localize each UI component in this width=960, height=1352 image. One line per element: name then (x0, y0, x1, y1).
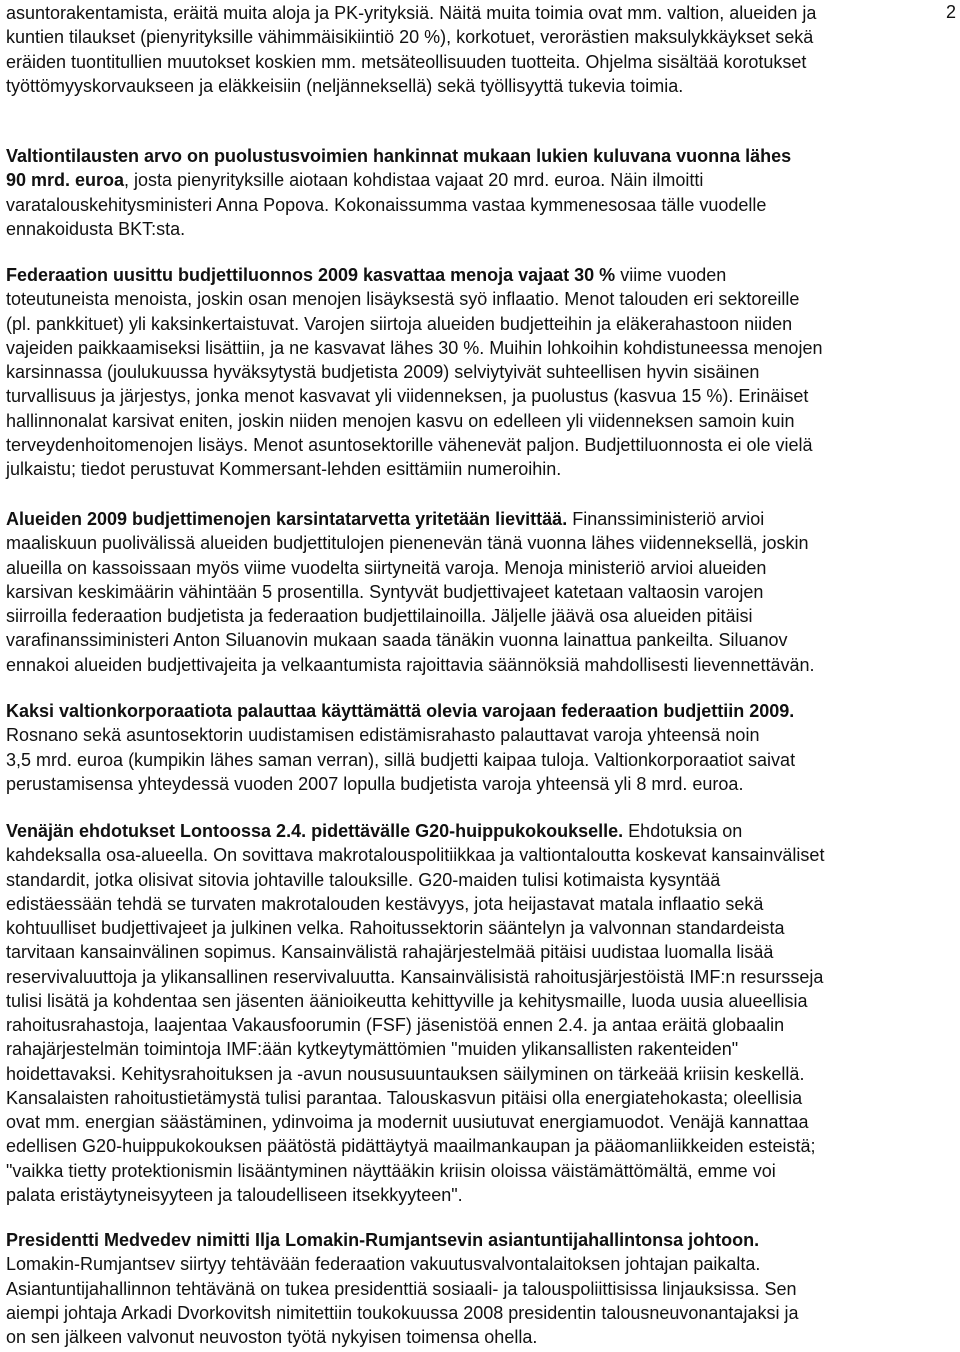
paragraph-body: viime vuoden toteutuneista menoista, joskin osan menojen lisäyksestä syö inflaatio. Menot talouden eri sektoreille (pl. pankkituet) yli kaksinkertaistuvat. Varojen siirtoja alueiden budjetteihin ja eläkerahastoon niiden vajeiden paikkaamiseksi lisättiin, ja ne kasvavat lähes 30 %. Muihin lohkoihin kohdistuneessa menojen karsinnassa (joulukuussa hyväksytystä budjetista 2009) selviytyivät suhteellisen hyvin sisäinen turvallisuus ja järjestys, jonka menot kasvavat yli viidenneksen, ja puolustus (kasvua 15 %). Erinäiset hallinnonalat karsivat eniten, joskin niiden menojen kasvu on edelleen yli viidenneksen samoin kuin terveydenhoitomenojen lisäys. Menot asuntosektorille vähenevät paljon. Budjettiluonnosta ei ole vielä julkaistu; tiedot perustuvat Kommersant-lehden esittämiin numeroihin. (6, 265, 823, 479)
paragraph-g20-proposals (6, 819, 954, 1207)
paragraph-federal-budget-draft (6, 263, 954, 481)
paragraph-regional-budgets (6, 507, 954, 677)
paragraph-lead: Venäjän ehdotukset Lontoossa 2.4. pidettävälle G20-huippukokoukselle. (6, 821, 624, 841)
paragraph-body: Ehdotuksia on kahdeksalla osa-alueella. On sovittava makrotalouspolitiikkaa ja valtiontaloutta koskevat kansainväliset standardit, jotka olisivat sitovia johtaville talouksille. G20-maiden tulisi kotimaista kysyntää edistäessään tehdä se turvaten makrotalouden kestävyys, jota heijastavat matala inflaatio sekä kohtuulliset budjettivajeet ja julkinen velka. Rahoitussektorin sääntelyn ja valvonnan standardeista tarvitaan kansainvälinen sopimus. Kansainvälistä rahajärjestelmää pitäisi uudistaa luomalla lisää reservivaluuttoja ja ylikansallinen reservivaluutta. Kansainvälisistä rahoitusjärjestöistä IMF:n resursseja tulisi lisätä ja kohdentaa sen jäsenten äänioikeutta kehittyville ja kehitysmaille, luoda uusia alueellisia rahoitusrahastoja, laajentaa Vakausfoorumin (FSF) jäsenistöä ennen 2.4. ja antaa eräitä globaalin rahajärjestelmän toimintoja IMF:ään kytkeytymättömien "muiden ylikansallisten rakenteiden" hoidettavaksi. Kehitysrahoituksen ja -avun noususuuntauksen säilyminen on tärkeää kriisin keskellä. Kansalaisten rahoitustietämystä tulisi parantaa. Talouskasvun pitäisi olla energiatehokasta; oleellisia ovat mm. energian säästäminen, ydinvoima ja modernit uusiutuvat energiamuodot. Venäjä kannattaa edellisen G20-huippukokouksen päätöstä pidättäytyä maailmankaupan ja pääomanliikkeiden esteistä; "vaikka tietty protektionismin lisääntyminen näyttääkin kriisin oloissa väistämättömältä, emme voi palata eristäytyneisyyteen ja taloudelliseen itsekkyyteen". (6, 821, 825, 1205)
paragraph-body: , josta pienyrityksille aiotaan kohdistaa vajaat 20 mrd. euroa. Näin ilmoitti varatalouskehitysministeri Anna Popova. Kokonaissumma vastaa kymmenesosaa tälle vuodelle ennakoidusta BKT:sta. (6, 170, 767, 239)
paragraph-state-corporations (6, 699, 954, 796)
paragraph-lead: Kaksi valtionkorporaatiota palauttaa käyttämättä olevia varojaan federaation budjettiin 2009. (6, 701, 795, 721)
paragraph-body: asuntorakentamista, eräitä muita aloja ja PK-yrityksiä. Näitä muita toimia ovat mm. valtion, alueiden ja kuntien tilaukset (pienyrityksille vähimmäisikiintiö 20 %), korkotuet, verorästien maksulykkäykset sekä eräiden tuontitullien muutokset koskien mm. metsäteollisuuden tuotteita. Ohjelma sisältää korotukset työttömyyskorvaukseen ja eläkkeisiin (neljänneksellä) sekä työllisyyttä tukevia toimia. (6, 3, 817, 96)
paragraph-body: Lomakin-Rumjantsev siirtyy tehtävään federaation vakuutusvalvontalaitoksen johtajan paikalta. Asiantuntijahallinnon tehtävänä on tukea presidenttiä sosiaali- ja talouspoliittisissa linjauksissa. Sen aiempi johtaja Arkadi Dvorkovitsh nimitettiin toukokuussa 2008 presidentin talousneuvonantajaksi ja on sen jälkeen valvonut neuvoston työtä nykyisen toimensa ohella. (6, 1254, 799, 1347)
paragraph-body: Finanssiministeriö arvioi maaliskuun puolivälissä alueiden budjettitulojen pienenevän tänä vuonna lähes viidenneksellä, joskin alueilla on kassoissaan myös viime vuodelta siirtyneitä varoja. Menoja ministeriö arvioi alueiden karsivan keskimäärin vähintään 5 prosentilla. Syntyvät budjettivajeet katetaan valtaosin varojen siirroilla federaation budjetista ja federaation budjettilainoilla. Jäljelle jäävä osa alueiden pitäisi varafinanssiministeri Anton Siluanovin mukaan saada tänäkin vuonna lainattua pankeilta. Siluanov ennakoi alueiden budjettivajeita ja velkaantumista rajoittavia säännöksiä mahdollisesti lievennettävän. (6, 509, 815, 675)
paragraph-body: Rosnano sekä asuntosektorin uudistamisen edistämisrahasto palauttavat varoja yhteensä noin 3,5 mrd. euroa (kumpikin lähes saman verran), sillä budjetti kaipaa tuloja. Valtionkorporaatiot saivat perustamisensa yhteydessä vuoden 2007 lopulla budjetista varoja yhteensä yli 8 mrd. euroa. (6, 725, 796, 794)
paragraph-program-measures (6, 1, 954, 98)
paragraph-lead: Presidentti Medvedev nimitti Ilja Lomakin-Rumjantsevin asiantuntijahallintonsa johtoon. (6, 1230, 760, 1250)
paragraph-appointment (6, 1228, 954, 1349)
paragraph-lead: Valtiontilausten arvo on puolustusvoimien hankinnat mukaan lukien kuluvana vuonna lähes 90 mrd. euroa (6, 146, 792, 191)
paragraph-lead: Federaation uusittu budjettiluonnos 2009 kasvattaa menoja vajaat 30 % (6, 265, 616, 285)
paragraph-state-orders (6, 144, 954, 241)
paragraph-lead: Alueiden 2009 budjettimenojen karsintatarvetta yritetään lievittää. (6, 509, 568, 529)
page-number: 2 (945, 2, 956, 22)
